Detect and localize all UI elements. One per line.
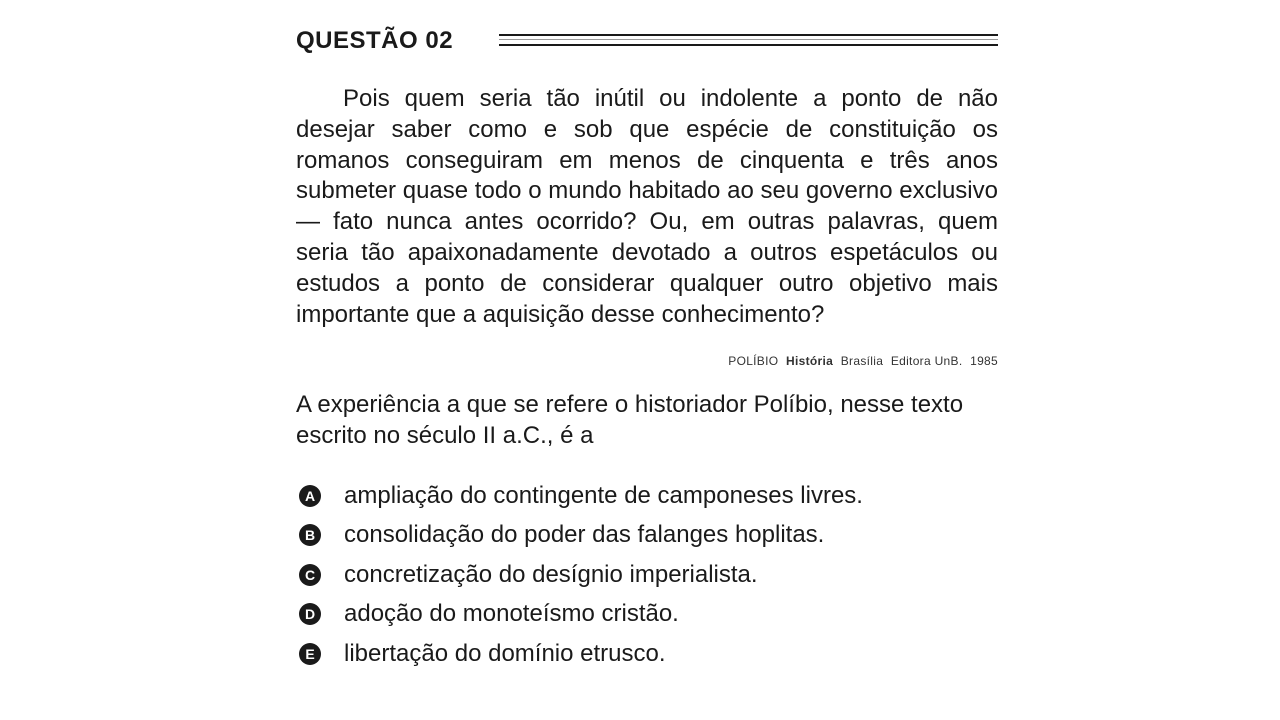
- option-c[interactable]: [296, 555, 998, 595]
- option-a[interactable]: [296, 476, 998, 516]
- option-e-letter-icon: E: [299, 643, 321, 665]
- passage-text: Pois quem seria tão inútil ou indolente a ponto de não desejar saber como e sob que espécie de constituição os romanos conseguiram em menos de cinquenta e três anos submeter quase todo o mundo habitado ao seu governo exclusivo — fato nunca antes ocorrido? Ou, em outras palavras, quem seria tão apaixonadamente devotado a outros espetáculos ou estudos a ponto de considerar qualquer outro objetivo mais importante que a aquisição desse conhecimento?: [296, 85, 998, 328]
- option-c-text: concretização do desígnio imperialista.: [344, 560, 758, 588]
- answer-options: [296, 476, 998, 674]
- question-title: QUESTÃO 02: [296, 27, 454, 54]
- option-c-letter-icon: C: [299, 564, 321, 586]
- option-e-text: libertação do domínio etrusco.: [344, 639, 666, 667]
- source-year: 1985: [970, 354, 998, 369]
- question-header: [296, 24, 998, 58]
- source-publisher: Editora UnB: [890, 354, 959, 369]
- source-city: Brasília: [840, 354, 884, 369]
- option-d-text: adoção do monoteísmo cristão.: [344, 600, 679, 628]
- option-b[interactable]: [296, 515, 998, 555]
- option-d-letter-icon: D: [299, 603, 321, 625]
- source-citation: POLÍBIO História Brasília Editora UnB. 1985: [728, 354, 998, 369]
- option-d[interactable]: [296, 594, 998, 634]
- option-b-letter-icon: B: [299, 524, 321, 546]
- question-stem: A experiência a que se refere o historiador Políbio, nesse texto escrito no século II a.C., é a: [296, 391, 964, 450]
- option-b-text: consolidação do poder das falanges hoplitas.: [344, 521, 825, 549]
- source-author: POLÍBIO: [728, 354, 779, 369]
- question-page: [296, 24, 998, 689]
- option-a-text: ampliação do contingente de camponeses livres.: [344, 481, 863, 509]
- source-work: História: [786, 354, 834, 369]
- option-a-letter-icon: A: [299, 485, 321, 507]
- option-e[interactable]: [296, 634, 998, 674]
- header-rule: [499, 32, 998, 46]
